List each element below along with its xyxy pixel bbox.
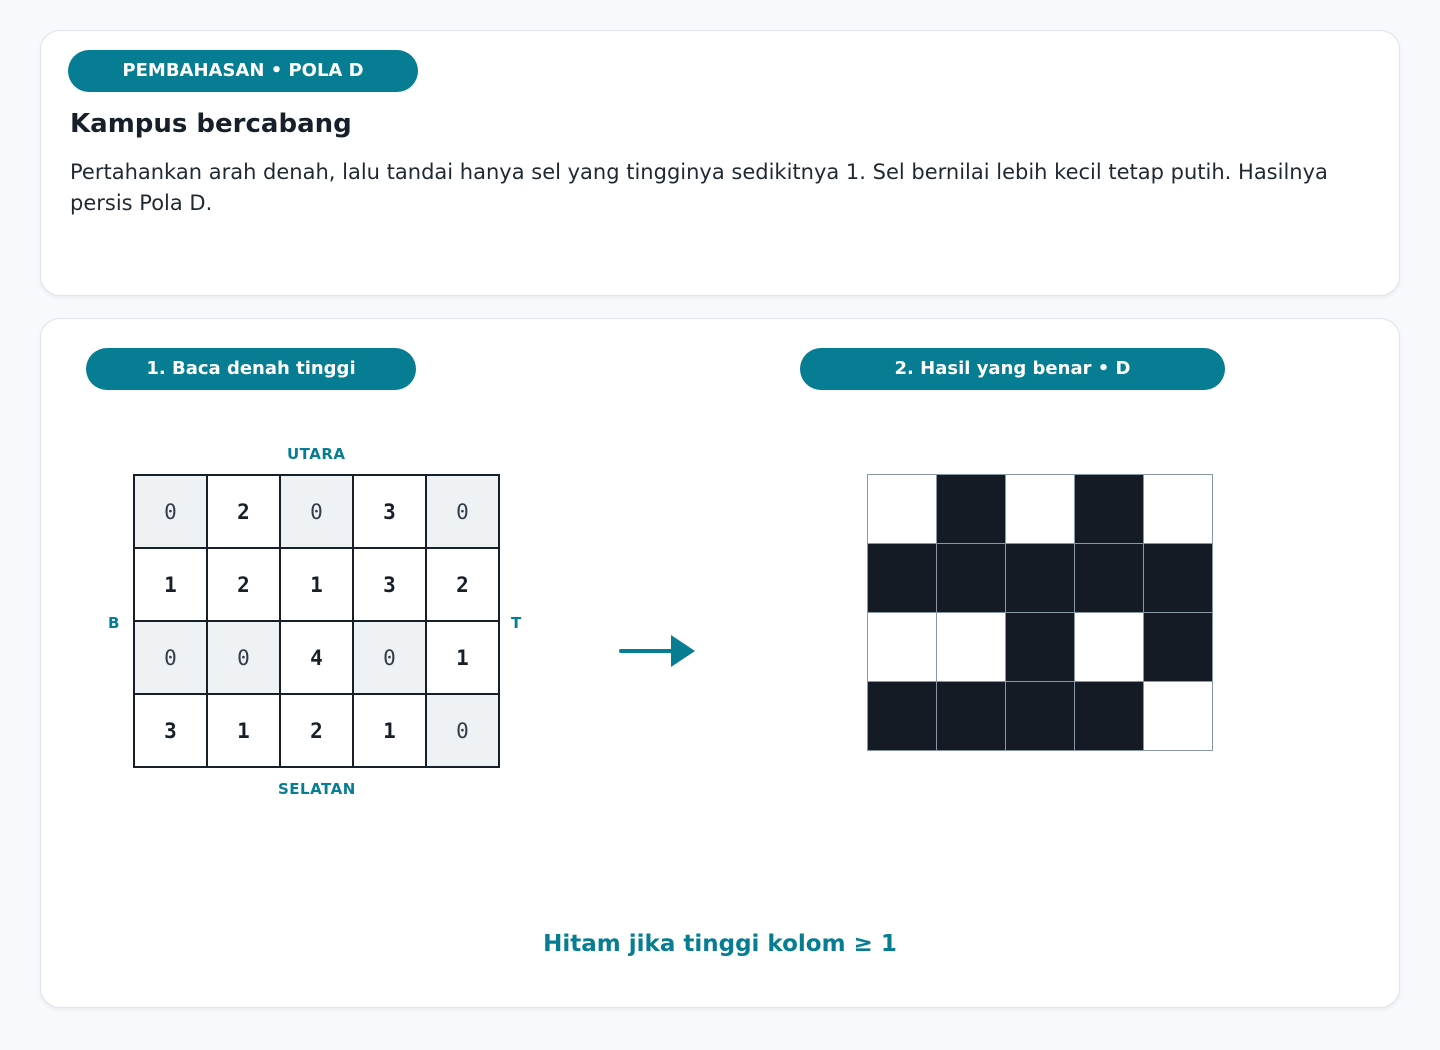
compass-south-label: SELATAN — [278, 780, 356, 798]
height-cell: 4 — [281, 622, 354, 695]
pattern-cell-white — [868, 613, 937, 682]
pattern-cell-white — [1006, 475, 1075, 544]
height-cell: 0 — [427, 476, 500, 549]
height-cell: 2 — [208, 549, 281, 622]
pattern-cell-black — [937, 475, 1006, 544]
height-cell: 1 — [135, 549, 208, 622]
pattern-cell-white — [1144, 682, 1213, 751]
height-cell: 2 — [208, 476, 281, 549]
pattern-cell-black — [1006, 544, 1075, 613]
pattern-cell-white — [937, 613, 1006, 682]
height-map-grid — [133, 474, 500, 768]
rule-caption: Hitam jika tinggi kolom ≥ 1 — [543, 931, 897, 957]
height-cell: 0 — [354, 622, 427, 695]
step2-label: 2. Hasil yang benar • D — [800, 348, 1225, 390]
height-cell: 1 — [281, 549, 354, 622]
page-description: Pertahankan arah denah, lalu tandai hanya sel yang tingginya sedikitnya 1. Sel bernilai lebih kecil tetap putih. Hasilnya persis Pola D. — [70, 160, 1328, 215]
height-cell: 0 — [427, 695, 500, 768]
pattern-cell-black — [1075, 682, 1144, 751]
arrow-right-icon — [619, 633, 697, 669]
height-cell: 0 — [208, 622, 281, 695]
height-cell: 3 — [354, 476, 427, 549]
height-cell: 1 — [427, 622, 500, 695]
pattern-cell-black — [1075, 475, 1144, 544]
height-cell: 2 — [427, 549, 500, 622]
pattern-cell-black — [1006, 682, 1075, 751]
pattern-cell-black — [1144, 544, 1213, 613]
pattern-cell-black — [1144, 613, 1213, 682]
height-cell: 3 — [135, 695, 208, 768]
height-cell: 0 — [135, 622, 208, 695]
pattern-cell-white — [1075, 613, 1144, 682]
result-pattern-grid — [867, 474, 1213, 751]
explanation-card — [40, 30, 1400, 296]
pattern-cell-black — [1075, 544, 1144, 613]
pattern-cell-black — [937, 682, 1006, 751]
section-badge: PEMBAHASAN • POLA D — [68, 50, 418, 92]
pattern-cell-black — [868, 544, 937, 613]
height-cell: 2 — [281, 695, 354, 768]
compass-east-label: T — [511, 614, 522, 632]
pattern-cell-black — [1006, 613, 1075, 682]
page-title: Kampus bercabang — [70, 109, 352, 139]
height-cell: 0 — [281, 476, 354, 549]
height-cell: 1 — [354, 695, 427, 768]
height-cell: 0 — [135, 476, 208, 549]
compass-north-label: UTARA — [287, 445, 346, 463]
height-cell: 1 — [208, 695, 281, 768]
step1-label: 1. Baca denah tinggi — [86, 348, 416, 390]
height-cell: 3 — [354, 549, 427, 622]
pattern-cell-black — [937, 544, 1006, 613]
pattern-cell-white — [1144, 475, 1213, 544]
pattern-cell-white — [868, 475, 937, 544]
compass-west-label: B — [108, 614, 120, 632]
pattern-cell-black — [868, 682, 937, 751]
solution-card — [40, 318, 1400, 1008]
